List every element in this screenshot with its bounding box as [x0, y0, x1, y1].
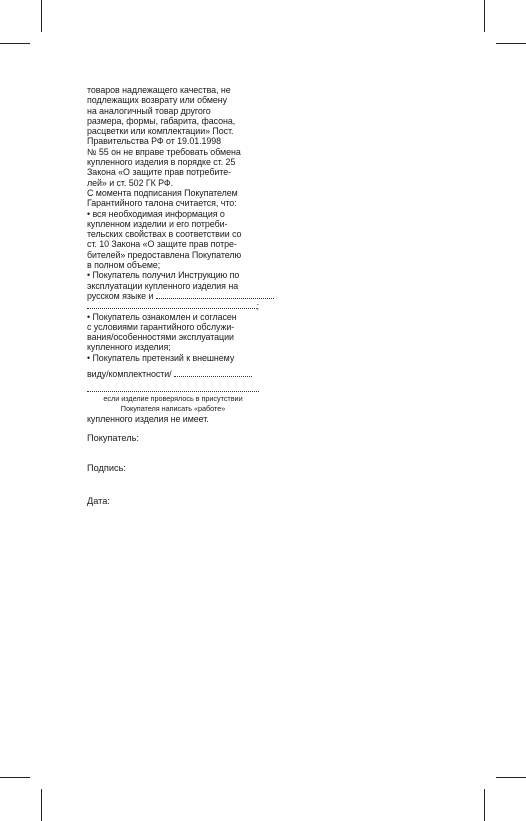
text-line: товаров надлежащего качества, не [87, 85, 231, 95]
date-label: Дата: [87, 496, 110, 506]
semicolon: ; [256, 301, 259, 312]
text-line: № 55 он не вправе требовать обмена [87, 146, 241, 157]
text-line: Гарантийного талона считается, что: [87, 198, 237, 209]
crop-mark-top-right-vertical [484, 0, 485, 32]
text-line: с условиями гарантийного обслужи- [87, 321, 235, 332]
crop-mark-bottom-right-vertical [484, 789, 485, 821]
completeness-line-text: виду/комплектности/ [87, 369, 172, 380]
text-line: • Покупатель ознакомлен и согласен [87, 311, 237, 322]
blank-fill-line [156, 291, 274, 299]
blank-fill-line-full [87, 384, 259, 392]
text-line: С момента подписания Покупателем [87, 187, 238, 198]
text-line: подлежащих возврату или обмену [87, 95, 228, 106]
text-line: Закона «О защите прав потребите- [87, 167, 231, 178]
warranty-text-block [87, 85, 259, 425]
crop-mark-bottom-left-horizontal [0, 777, 30, 778]
text-line: купленном изделии и его потреби- [87, 218, 228, 229]
crop-mark-bottom-left-vertical [41, 789, 42, 821]
text-line: • Покупатель получил Инструкцию по [87, 270, 240, 281]
text-line: эксплуатации купленного изделия на [87, 280, 239, 291]
text-line: на аналогичный товар другого [87, 105, 211, 116]
signature-label: Подпись: [87, 463, 126, 473]
text-line: • вся необходимая информация о [87, 208, 225, 219]
text-line: вания/особенностями эксплуатации [87, 332, 234, 343]
text-line: • Покупатель претензий к внешнему [87, 352, 235, 363]
blank-fill-line [87, 301, 259, 312]
warranty-paragraph-2 [87, 312, 259, 363]
text-line: расцветки или комплектации» Пост. [87, 126, 234, 137]
warranty-paragraph [87, 85, 259, 291]
text-line: размера, формы, габарита, фасона, [87, 115, 236, 126]
text-line: Правительства РФ от 19.01.1998 [87, 136, 222, 147]
blank-hint-note [87, 394, 259, 414]
buyer-label: Покупатель: [87, 433, 139, 443]
text-line: лей» и ст. 502 ГК РФ. [87, 177, 174, 188]
text-line: в полном объеме; [87, 260, 161, 271]
text-line: бителей» предоставлена Покупателю [87, 249, 242, 260]
closing-line: купленного изделия не имеет. [87, 414, 209, 425]
text-line: тельских свойствах в соответствии со [87, 229, 242, 240]
language-line [87, 291, 259, 301]
language-line-text: русском языке и [87, 290, 154, 301]
crop-mark-top-left-vertical [41, 0, 42, 32]
blank-line-row [87, 301, 259, 311]
note-line: Покупателя написать «работе» [120, 404, 226, 414]
crop-mark-bottom-right-horizontal [496, 777, 526, 778]
text-line: ст. 10 Закона «О защите прав потре- [87, 239, 237, 250]
completeness-line [87, 369, 259, 379]
text-line: купленного изделия; [87, 342, 171, 353]
note-line: если изделие проверялось в присутствии [103, 394, 243, 404]
crop-mark-top-right-horizontal [496, 43, 526, 44]
text-line: купленного изделия в порядке ст. 25 [87, 157, 236, 168]
blank-fill-line [174, 369, 252, 377]
crop-mark-top-left-horizontal [0, 43, 30, 44]
